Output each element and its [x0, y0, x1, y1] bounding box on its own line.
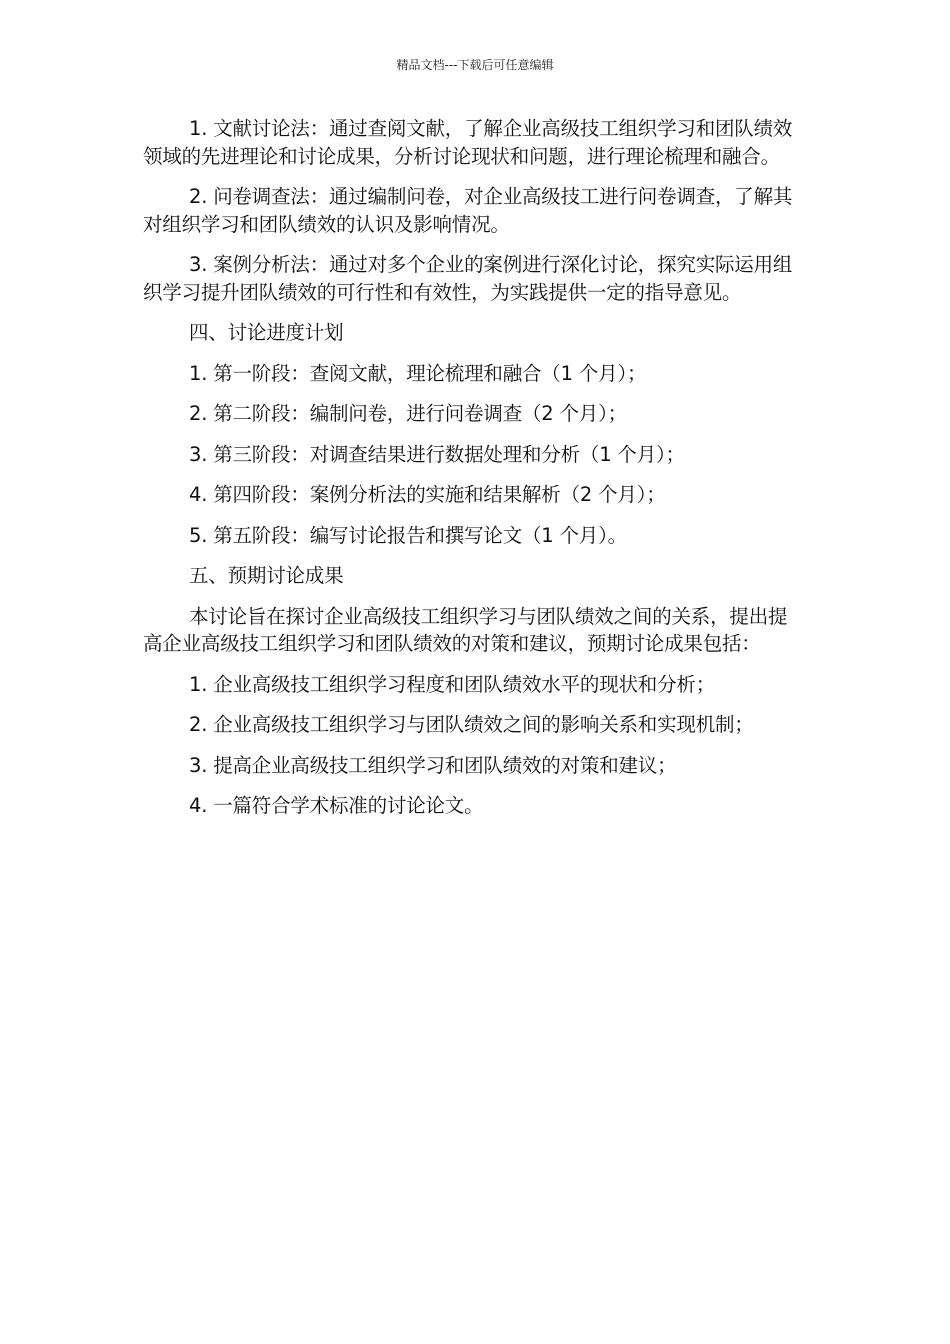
- outcome-item-3: 3. 提高企业高级技工组织学习和团队绩效的对策和建议；: [189, 753, 677, 777]
- outcome-item-4: 4. 一篇符合学术标准的讨论论文。: [189, 794, 484, 817]
- section-heading-schedule: 四、讨论进度计划: [189, 321, 344, 344]
- schedule-stage-4: 4. 第四阶段：案例分析法的实施和结果解析（2 个月）；: [189, 483, 666, 506]
- schedule-stage-3: 3. 第三阶段：对调查结果进行数据处理和分析（1 个月）；: [189, 442, 685, 466]
- document-body: [143, 115, 805, 833]
- outcomes-intro-paragraph: 本讨论旨在探讨企业高级技工组织学习与团队绩效之间的关系，提出提高企业高级技工组织学习和团队绩效的对策和建议，预期讨论成果包括：: [143, 604, 788, 655]
- method-case-analysis-paragraph: 3. 案例分析法：通过对多个企业的案例进行深化讨论，探究实际运用组织学习提升团队绩效的可行性和有效性，为实践提供一定的指导意见。: [143, 253, 793, 304]
- schedule-stage-2: 2. 第二阶段：编制问卷，进行问卷调查（2 个月）；: [189, 402, 627, 425]
- method-questionnaire-paragraph: 2. 问卷调查法：通过编制问卷，对企业高级技工进行问卷调查，了解其对组织学习和团队绩效的认识及影响情况。: [143, 185, 793, 236]
- method-literature-paragraph: 1. 文献讨论法：通过查阅文献，了解企业高级技工组织学习和团队绩效领域的先进理论和讨论成果，分析讨论现状和问题，进行理论梳理和融合。: [143, 117, 793, 168]
- outcome-item-1: 1. 企业高级技工组织学习程度和团队绩效水平的现状和分析；: [189, 672, 716, 696]
- schedule-stage-1: 1. 第一阶段：查阅文献，理论梳理和融合（1 个月）；: [189, 361, 647, 385]
- outcome-item-2: 2. 企业高级技工组织学习与团队绩效之间的影响关系和实现机制；: [189, 713, 754, 736]
- page-header: 精品文档---下载后可任意编辑: [396, 58, 554, 72]
- section-heading-outcomes: 五、预期讨论成果: [189, 564, 344, 587]
- schedule-stage-5: 5. 第五阶段：编写讨论报告和撰写论文（1 个月）。: [189, 523, 627, 547]
